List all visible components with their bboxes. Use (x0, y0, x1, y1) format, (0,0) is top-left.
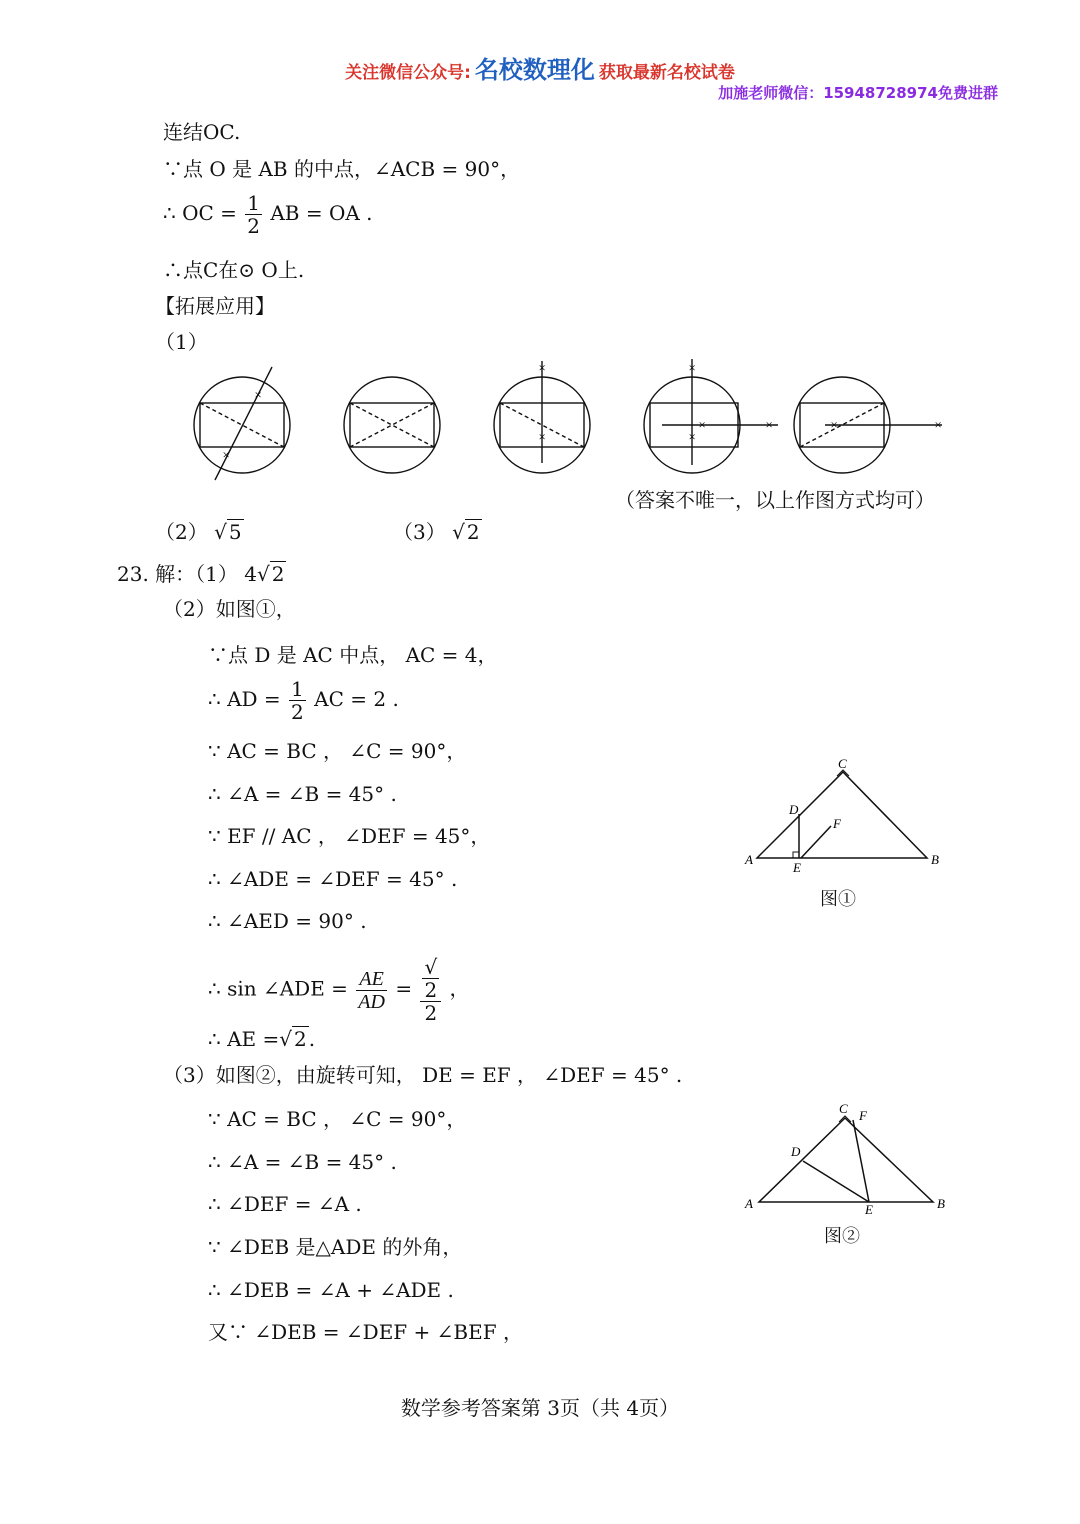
eq-left: ∴ AE = (208, 1027, 280, 1051)
cross-mark: × (221, 447, 231, 462)
item-1-label: （1） (155, 330, 208, 354)
comma: ， (449, 976, 470, 1001)
cross-mark: × (537, 360, 547, 375)
cross-mark: × (687, 429, 697, 444)
step-5: ∵ EF // AC ， ∠DEF = 45°， (208, 824, 491, 848)
fig1-label-a: A (745, 852, 753, 867)
step-8 (208, 956, 470, 1024)
cross-mark: × (537, 429, 547, 444)
construction-fig-3 (494, 361, 590, 473)
step-p3-6: 又∵ ∠DEB = ∠DEF + ∠BEF ， (208, 1320, 523, 1344)
promo-text-2: 获取最新名校试卷 (598, 63, 735, 83)
sqrt-5: √ 5 (214, 520, 242, 544)
figure-2-caption: 图② (824, 1226, 860, 1247)
eq-left: ∴ AD = (208, 687, 281, 711)
construction-figures (180, 355, 970, 485)
line-c-on-circle: ∴点C在⊙ O上. (163, 258, 305, 282)
line-oc-equation (163, 192, 373, 237)
cross-mark: × (933, 417, 943, 432)
fig2-label-b: B (937, 1196, 945, 1211)
fraction-den: 2 (291, 700, 304, 724)
radicand: 2 (294, 1027, 307, 1051)
step-p3-1: ∵ AC = BC ， ∠C = 90°， (208, 1107, 467, 1131)
q23-part3-heading: （3）如图②，由旋转可知， DE = EF ， ∠DEF = 45° . (163, 1063, 683, 1087)
cross-mark: × (253, 387, 263, 402)
fig1-label-c: C (838, 756, 847, 771)
step-3: ∵ AC = BC ， ∠C = 90°， (208, 739, 467, 763)
eq-right: AB = OA . (270, 201, 373, 225)
step-p3-2: ∴ ∠A = ∠B = 45° . (208, 1150, 397, 1174)
answer-note: （答案不唯一，以上作图方式均可） (615, 488, 935, 512)
fraction-num: √ 2 (420, 956, 441, 1002)
construction-fig-5 (794, 377, 942, 473)
radicand: 2 (466, 520, 480, 544)
step-7: ∴ ∠AED = 90° . (208, 909, 367, 933)
page-footer: 数学参考答案第 3页（共 4页） (400, 1396, 680, 1420)
fraction-root2-2 (420, 956, 441, 1024)
fig2-label-d: D (791, 1144, 801, 1159)
q23-label: 23. 解：（1） 4 (117, 562, 257, 586)
fig2-label-f: F (859, 1108, 867, 1123)
cross-mark: × (687, 360, 697, 375)
item-2-answer (155, 518, 244, 546)
sqrt-2: √ 2 (279, 1027, 307, 1051)
construction-fig-1 (194, 367, 290, 480)
step-p3-3: ∴ ∠DEF = ∠A . (208, 1192, 362, 1216)
fraction-den: 2 (247, 214, 260, 238)
fig1-label-d: D (789, 802, 799, 817)
contact-line: 加施老师微信：15948728974免费进群 (718, 84, 998, 102)
line-midpoint: ∵点 O 是 AB 的中点，∠ACB = 90°， (163, 157, 521, 181)
q23-part2-heading: （2）如图①， (163, 597, 296, 621)
fraction-num: 1 (247, 191, 260, 215)
figure-1-caption: 图① (820, 889, 856, 910)
radicand: 5 (228, 520, 242, 544)
fraction-den: 2 (424, 1001, 438, 1025)
construction-fig-4 (644, 359, 778, 473)
step-2 (208, 678, 399, 723)
step-9 (208, 1025, 315, 1053)
promo-text-1: 关注微信公众号: (345, 63, 471, 83)
fraction-half (289, 678, 306, 723)
radicand: 2 (424, 978, 438, 1002)
step-p3-4: ∵ ∠DEB 是△ADE 的外角， (208, 1235, 463, 1259)
figure-2 (735, 1098, 955, 1223)
equals: = (395, 976, 413, 1001)
sqrt-2: √ 2 (256, 562, 285, 586)
brand-name: 名校数理化 (474, 56, 595, 84)
cross-mark: × (764, 417, 774, 432)
q23-heading (117, 560, 286, 588)
radicand: 2 (271, 562, 285, 586)
fig2-label-a: A (745, 1196, 753, 1211)
period: . (308, 1027, 316, 1051)
fraction-ae-ad (356, 968, 387, 1013)
construction-fig-2 (344, 377, 440, 473)
step-p3-5: ∴ ∠DEB = ∠A + ∠ADE . (208, 1278, 454, 1302)
line-connect-oc: 连结OC. (163, 120, 241, 144)
item-2-label: （2） (155, 520, 208, 544)
cross-mark: × (697, 417, 707, 432)
fig2-label-c: C (839, 1101, 848, 1116)
section-extension: 【拓展应用】 (155, 294, 275, 318)
step-4: ∴ ∠A = ∠B = 45° . (208, 782, 397, 806)
eq-left: ∴ sin ∠ADE = (208, 976, 348, 1001)
sqrt-2: √ 2 (452, 520, 480, 544)
figure-1 (735, 752, 955, 882)
cross-mark: × (829, 417, 839, 432)
item-3-answer (393, 518, 482, 546)
eq-right: AC = 2 . (314, 687, 399, 711)
fraction-num: AE (356, 968, 387, 991)
fig1-label-e: E (793, 860, 801, 875)
fraction-num: 1 (291, 677, 304, 701)
step-1: ∵点 D 是 AC 中点， AC = 4， (208, 643, 498, 667)
promo-header (0, 50, 1080, 85)
item-3-label: （3） (393, 520, 446, 544)
fig1-label-b: B (931, 852, 939, 867)
fig1-label-f: F (833, 816, 841, 831)
fraction-half (245, 192, 262, 237)
fraction-den: AD (358, 990, 385, 1013)
step-6: ∴ ∠ADE = ∠DEF = 45° . (208, 867, 458, 891)
eq-left: ∴ OC = (163, 201, 237, 225)
fig2-label-e: E (865, 1202, 873, 1217)
